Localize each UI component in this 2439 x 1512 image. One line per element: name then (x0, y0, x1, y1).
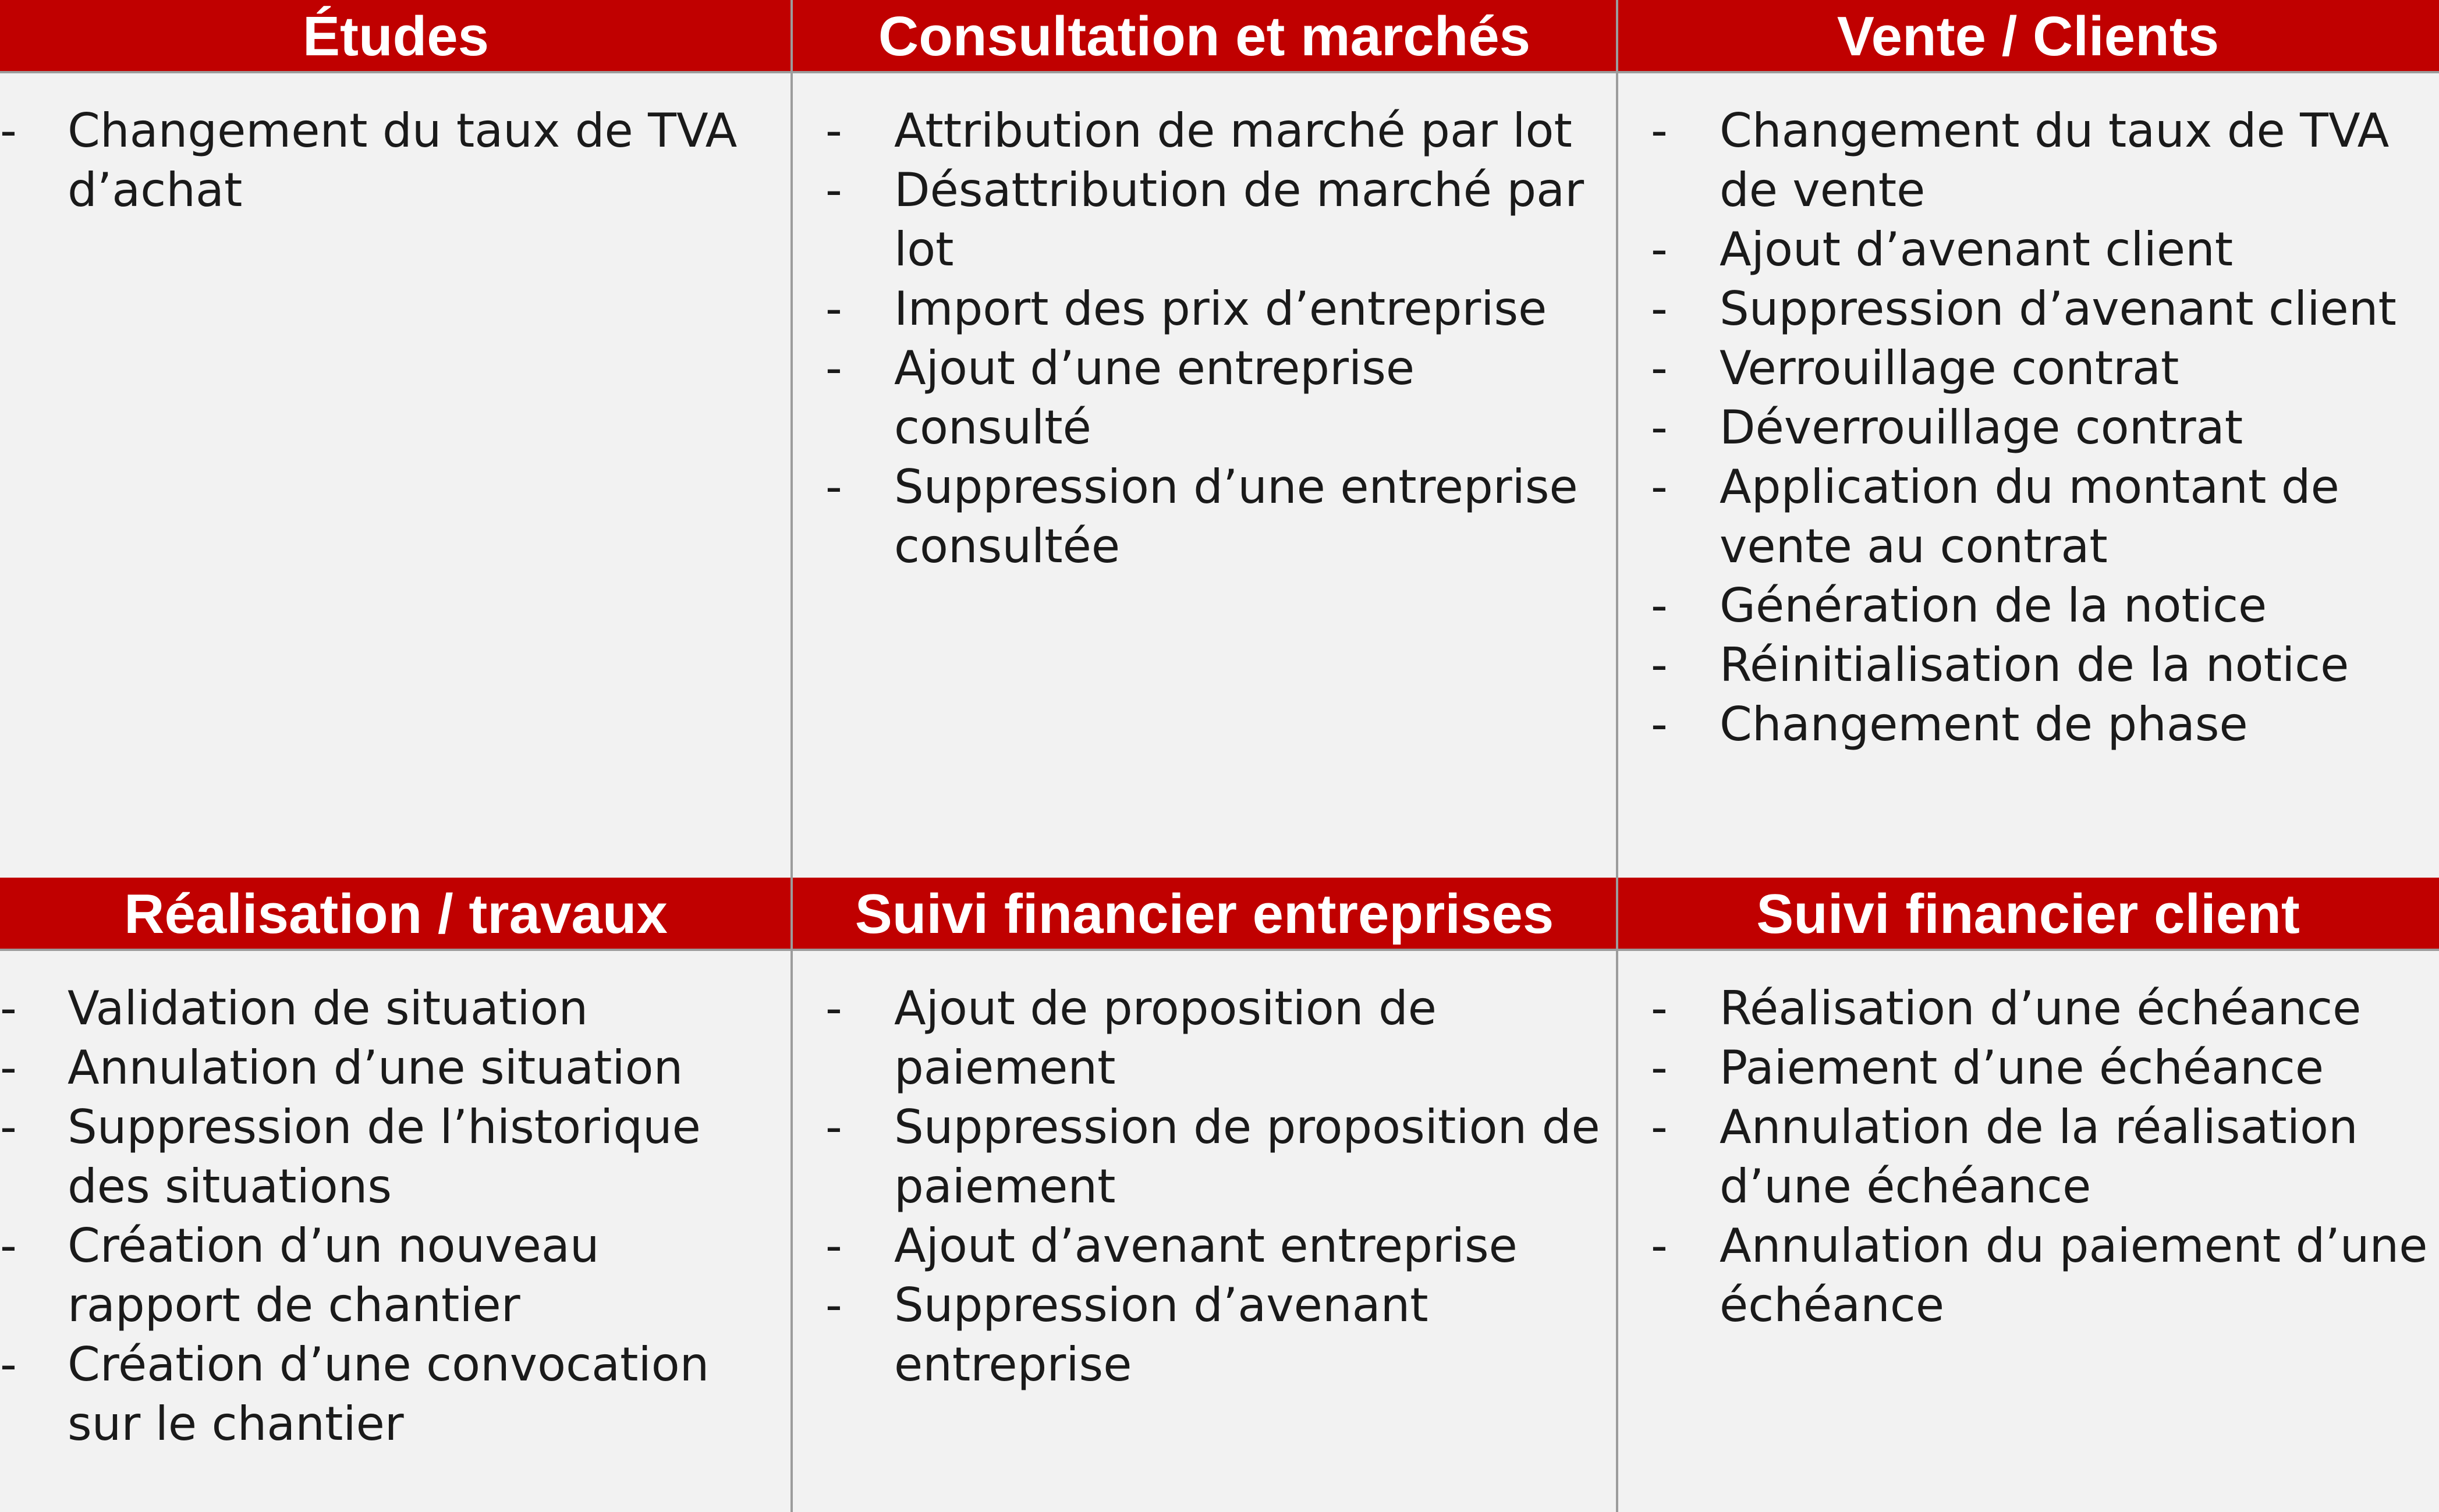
bullet-dash: - (0, 1337, 17, 1392)
list-item (0, 1098, 792, 1216)
list-item (1617, 576, 2439, 636)
list-item (1617, 101, 2439, 220)
bullet-dash: - (1651, 282, 1668, 336)
list-item-text: Annulation d’une situation (68, 1041, 683, 1095)
bullet-dash: - (1651, 1100, 1668, 1154)
bullet-dash: - (825, 1278, 842, 1332)
cell-consultation (792, 0, 1617, 878)
list-item-text: Création d’un nouveau rapport de chantier (68, 1219, 600, 1332)
list-item-text: Création d’une convocation sur le chantier (68, 1337, 710, 1451)
list-item-text: Génération de la notice (1720, 578, 2267, 633)
list-item (792, 1216, 1617, 1276)
list-item (1617, 1216, 2439, 1335)
bullet-dash: - (0, 981, 17, 1035)
list-item-text: Suppression d’avenant client (1720, 282, 2397, 336)
bullet-dash: - (825, 104, 842, 158)
list-item (792, 1098, 1617, 1216)
list-item (1617, 279, 2439, 339)
bullet-dash: - (825, 163, 842, 217)
bullet-dash: - (1651, 981, 1668, 1035)
cell-title: Consultation et marchés (792, 0, 1617, 73)
list-item-text: Changement du taux de TVA de vente (1720, 104, 2390, 217)
list-item (1617, 339, 2439, 398)
list-item-text: Réinitialisation de la notice (1720, 638, 2349, 692)
list-item-text: Changement de phase (1720, 697, 2248, 751)
bullet-dash: - (1651, 1041, 1668, 1095)
cell-title: Réalisation / travaux (0, 878, 792, 951)
bullet-dash: - (0, 1219, 17, 1273)
column-divider (1616, 0, 1618, 1512)
list-item-text: Changement du taux de TVA d’achat (68, 104, 738, 217)
list-item-text: Application du montant de vente au contrat (1720, 460, 2339, 573)
item-list (0, 979, 792, 1454)
bullet-dash: - (1651, 460, 1668, 514)
item-list (1617, 979, 2439, 1335)
list-item-text: Attribution de marché par lot (894, 104, 1572, 158)
bullet-dash: - (1651, 400, 1668, 455)
list-item-text: Suppression d’avenant entreprise (894, 1278, 1428, 1392)
list-item-text: Verrouillage contrat (1720, 341, 2179, 395)
bullet-dash: - (1651, 341, 1668, 395)
list-item (0, 1335, 792, 1454)
column-divider (790, 0, 793, 1512)
list-item (792, 457, 1617, 576)
list-item-text: Ajout de proposition de paiement (894, 981, 1437, 1095)
list-item-text: Import des prix d’entreprise (894, 282, 1547, 336)
list-item-text: Annulation de la réalisation d’une échéance (1720, 1100, 2358, 1213)
bullet-dash: - (825, 460, 842, 514)
bullet-dash: - (0, 1041, 17, 1095)
list-item (792, 279, 1617, 339)
item-list (0, 101, 792, 220)
list-item (1617, 695, 2439, 754)
item-list (792, 101, 1617, 576)
cell-title: Études (0, 0, 792, 73)
list-item-text: Ajout d’avenant entreprise (894, 1219, 1518, 1273)
list-item (792, 1276, 1617, 1394)
list-item-text: Validation de situation (68, 981, 589, 1035)
bullet-dash: - (1651, 578, 1668, 633)
list-item-text: Suppression de l’historique des situations (68, 1100, 701, 1213)
list-item (0, 1216, 792, 1335)
list-item (1617, 979, 2439, 1038)
bullet-dash: - (825, 282, 842, 336)
list-item-text: Réalisation d’une échéance (1720, 981, 2362, 1035)
list-item-text: Suppression de proposition de paiement (894, 1100, 1600, 1213)
list-item (0, 1038, 792, 1098)
list-item (792, 161, 1617, 279)
cell-title: Suivi financier client (1617, 878, 2439, 951)
list-item-text: Désattribution de marché par lot (894, 163, 1584, 276)
bullet-dash: - (0, 104, 17, 158)
cell-suivi-financier-entreprises (792, 878, 1617, 1512)
list-item (1617, 1038, 2439, 1098)
list-item (1617, 1098, 2439, 1216)
list-item (792, 339, 1617, 457)
bullet-dash: - (0, 1100, 17, 1154)
cell-etudes (0, 0, 792, 878)
list-item (792, 101, 1617, 161)
list-item (1617, 636, 2439, 695)
list-item-text: Ajout d’avenant client (1720, 222, 2234, 276)
bullet-dash: - (1651, 1219, 1668, 1273)
bullet-dash: - (825, 1100, 842, 1154)
list-item (1617, 398, 2439, 457)
cell-title: Suivi financier entreprises (792, 878, 1617, 951)
list-item (792, 979, 1617, 1098)
item-list (1617, 101, 2439, 754)
bullet-dash: - (825, 341, 842, 395)
list-item (0, 979, 792, 1038)
list-item (1617, 457, 2439, 576)
list-item-text: Déverrouillage contrat (1720, 400, 2243, 455)
list-item-text: Annulation du paiement d’une échéance (1720, 1219, 2428, 1332)
bullet-dash: - (1651, 697, 1668, 751)
bullet-dash: - (1651, 638, 1668, 692)
list-item-text: Paiement d’une échéance (1720, 1041, 2324, 1095)
cell-suivi-financier-client (1617, 878, 2439, 1512)
list-item-text: Suppression d’une entreprise consultée (894, 460, 1578, 573)
cell-vente-clients (1617, 0, 2439, 878)
cell-realisation-travaux (0, 878, 792, 1512)
bullet-dash: - (1651, 104, 1668, 158)
bullet-dash: - (825, 981, 842, 1035)
cell-title: Vente / Clients (1617, 0, 2439, 73)
list-item-text: Ajout d’une entreprise consulté (894, 341, 1415, 455)
list-item (1617, 220, 2439, 279)
item-list (792, 979, 1617, 1394)
bullet-dash: - (1651, 222, 1668, 276)
list-item (0, 101, 792, 220)
bullet-dash: - (825, 1219, 842, 1273)
